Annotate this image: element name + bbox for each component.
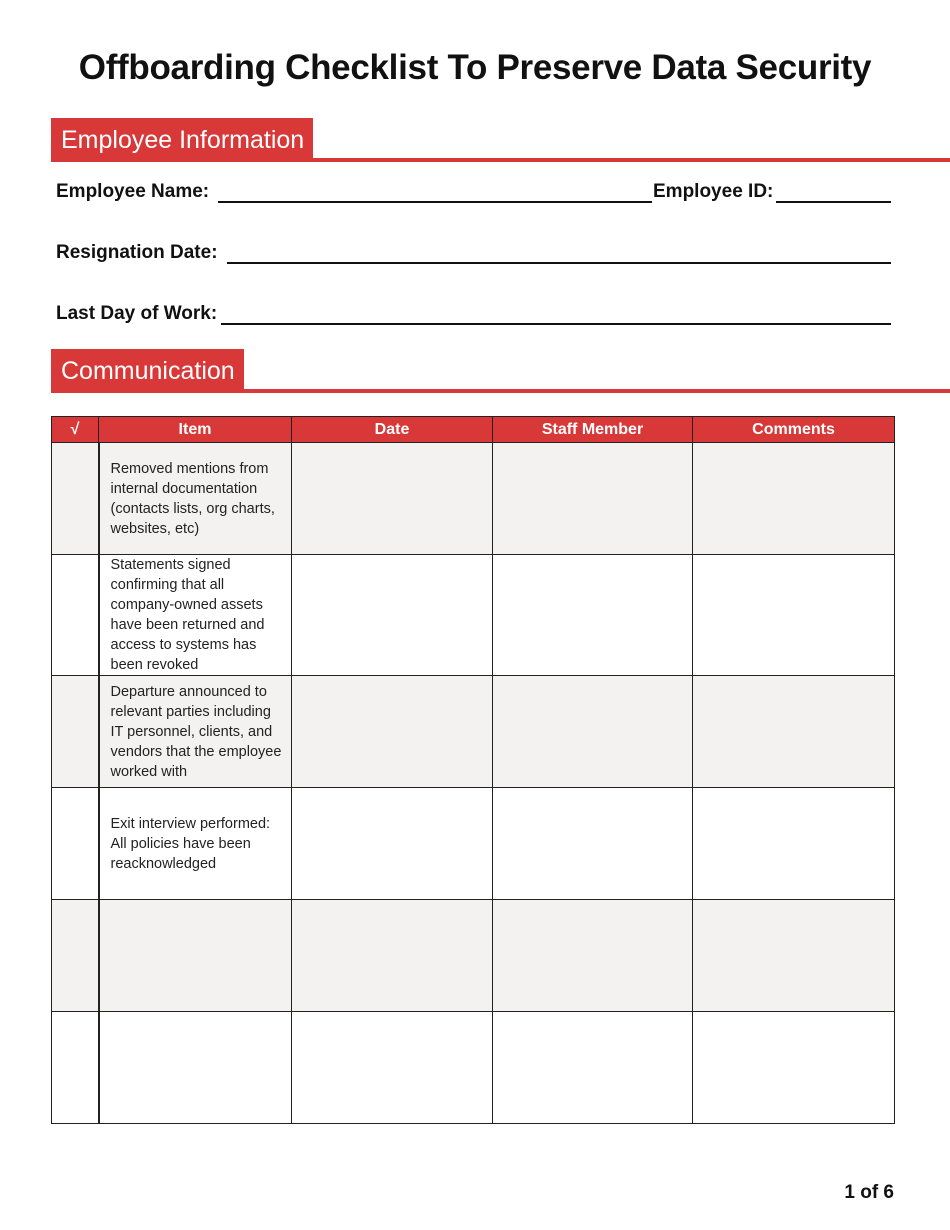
column-header-date: Date [292, 417, 493, 443]
comments-cell[interactable] [693, 788, 895, 900]
employee-name-field[interactable] [218, 201, 652, 203]
date-cell[interactable] [292, 676, 493, 788]
table-row [52, 900, 895, 1012]
section-divider [51, 389, 950, 393]
checkbox-cell[interactable] [52, 788, 99, 900]
table-header-row [52, 417, 895, 443]
staff-member-cell[interactable] [493, 788, 693, 900]
employee-id-field[interactable] [776, 201, 891, 203]
date-cell[interactable] [292, 443, 493, 555]
item-cell[interactable] [99, 1012, 292, 1124]
communication-heading: Communication [51, 349, 244, 393]
table-row [52, 1012, 895, 1124]
employee-name-label: Employee Name: [56, 181, 210, 202]
comments-cell[interactable] [693, 900, 895, 1012]
item-cell: Removed mentions from internal documentation (contacts lists, org charts, websites, etc) [99, 443, 292, 555]
staff-member-cell[interactable] [493, 555, 693, 676]
checkbox-cell[interactable] [52, 1012, 99, 1124]
resignation-date-label: Resignation Date: [56, 242, 218, 263]
date-cell[interactable] [292, 555, 493, 676]
comments-cell[interactable] [693, 676, 895, 788]
last-day-label: Last Day of Work: [56, 303, 218, 324]
communication-section-header [51, 349, 950, 393]
resignation-date-field[interactable] [227, 262, 891, 264]
item-cell: Departure announced to relevant parties including IT personnel, clients, and vendors that the employee worked with [99, 676, 292, 788]
checkbox-cell[interactable] [52, 676, 99, 788]
comments-cell[interactable] [693, 1012, 895, 1124]
comments-cell[interactable] [693, 443, 895, 555]
table-row [52, 443, 895, 555]
checkbox-cell[interactable] [52, 443, 99, 555]
table-row [52, 555, 895, 676]
column-header-check: √ [52, 417, 99, 443]
column-header-comments: Comments [693, 417, 895, 443]
communication-checklist-table [51, 416, 895, 1124]
table-row [52, 788, 895, 900]
staff-member-cell[interactable] [493, 443, 693, 555]
checkbox-cell[interactable] [52, 555, 99, 676]
employee-info-section-header [51, 118, 950, 162]
staff-member-cell[interactable] [493, 900, 693, 1012]
last-day-field[interactable] [221, 323, 891, 325]
staff-member-cell[interactable] [493, 1012, 693, 1124]
comments-cell[interactable] [693, 555, 895, 676]
item-cell: Statements signed confirming that all company-owned assets have been returned and access to systems has been revoked [99, 555, 292, 676]
employee-info-heading: Employee Information [51, 118, 313, 162]
column-header-item: Item [99, 417, 292, 443]
section-divider [51, 158, 950, 162]
checkbox-cell[interactable] [52, 900, 99, 1012]
staff-member-cell[interactable] [493, 676, 693, 788]
page-title: Offboarding Checklist To Preserve Data Security [78, 48, 872, 87]
page-number: 1 of 6 [844, 1182, 894, 1203]
item-cell[interactable] [99, 900, 292, 1012]
table-row [52, 676, 895, 788]
date-cell[interactable] [292, 788, 493, 900]
date-cell[interactable] [292, 1012, 493, 1124]
date-cell[interactable] [292, 900, 493, 1012]
employee-id-label: Employee ID: [653, 181, 774, 202]
column-header-staff-member: Staff Member [493, 417, 693, 443]
item-cell: Exit interview performed: All policies have been reacknowledged [99, 788, 292, 900]
